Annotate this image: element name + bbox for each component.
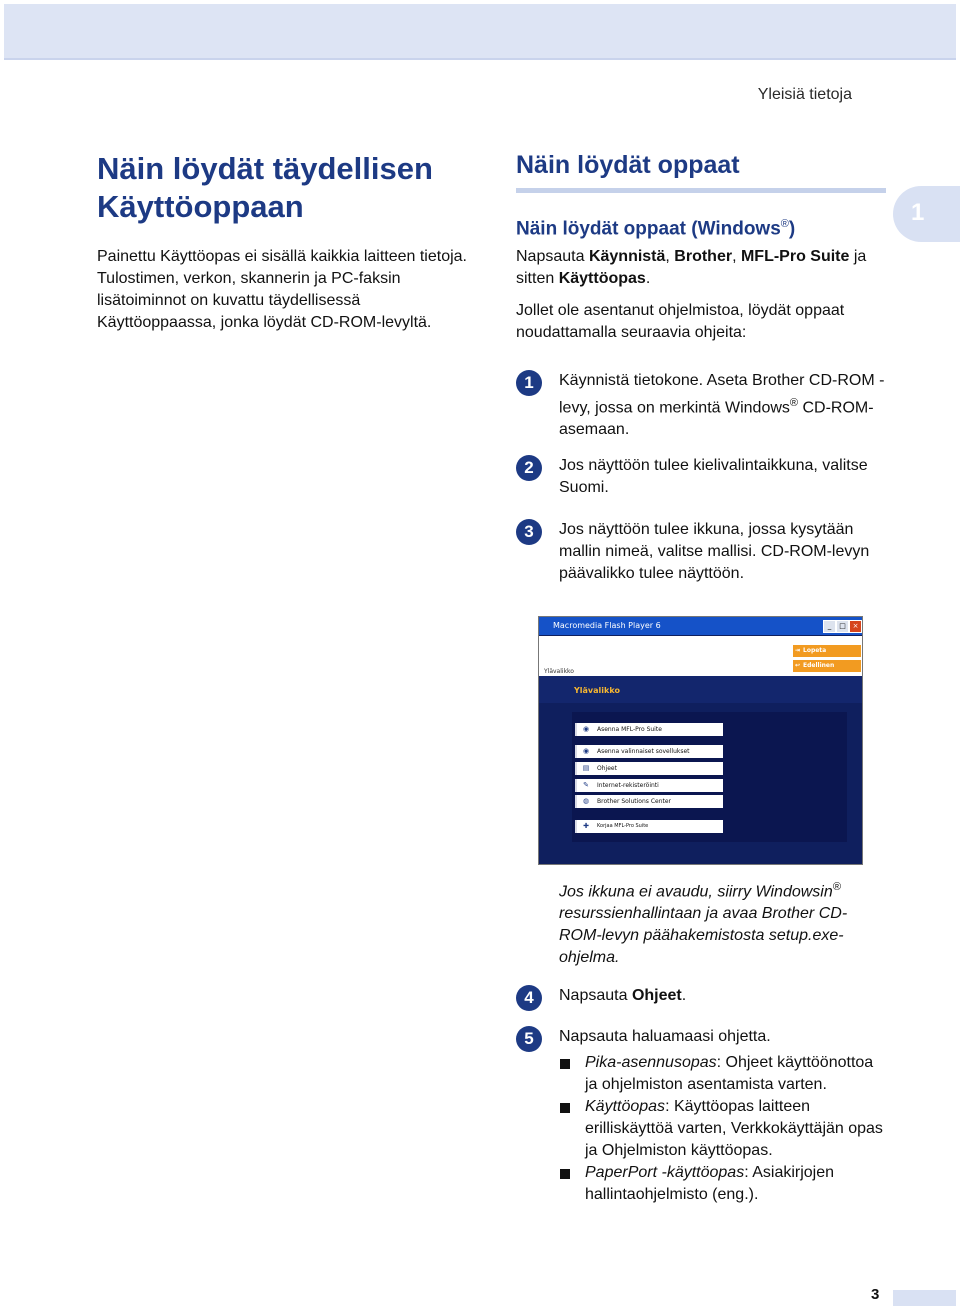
chapter-number: 1 <box>911 199 925 226</box>
menu-item: ✎ Internet-rekisteröinti <box>575 779 723 792</box>
pen-icon: ✎ <box>583 781 589 789</box>
step-number: 1 <box>516 370 542 396</box>
list-item: Käyttöopas: Käyttöopas laitteen erilliskäyttöä varten, Verkkokäyttäjän opas ja Ohjelmiston käyttöopas. <box>559 1096 886 1162</box>
header-band <box>4 4 956 60</box>
step-number: 3 <box>516 519 542 545</box>
subsection-title: Näin löydät oppaat (Windows®) <box>516 218 796 240</box>
window-title: Macromedia Flash Player 6 <box>553 621 661 630</box>
step-3: 3 Jos näyttöön tulee ikkuna, jossa kysytään mallin nimeä, valitse mallisi. CD-ROM-levyn päävalikko tulee näyttöön. <box>516 519 886 585</box>
step-4: 4 Napsauta Ohjeet. <box>516 985 886 1007</box>
disc-icon: ◉ <box>582 747 590 755</box>
menu-item: ▤ Ohjeet <box>575 762 723 775</box>
cd-menu-screenshot <box>538 616 863 865</box>
menu-item: ✚ Korjaa MFL-Pro Suite <box>575 820 723 833</box>
manual-list <box>559 1052 886 1206</box>
page-number: 3 <box>871 1286 880 1303</box>
back-button: ↩ Edellinen <box>793 660 861 672</box>
screenshot-breadcrumb: Ylävalikko <box>544 668 574 675</box>
maximize-icon: □ <box>836 620 849 633</box>
instruction-paragraph: Napsauta Käynnistä, Brother, MFL-Pro Suite ja sitten Käyttöopas. <box>516 248 867 288</box>
right-section <box>516 148 886 354</box>
chapter-tab <box>893 186 960 242</box>
step-2: 2 Jos näyttöön tulee kielivalintaikkuna, valitse Suomi. <box>516 455 886 499</box>
menu-item: ◍ Brother Solutions Center <box>575 795 723 808</box>
close-icon: × <box>849 620 862 633</box>
repair-icon: ✚ <box>583 822 589 830</box>
fallback-paragraph: Jollet ole asentanut ohjelmistoa, löydät oppaat noudattamalla seuraavia ohjeita: <box>516 302 845 342</box>
window-titlebar <box>539 617 862 635</box>
left-paragraph: Painettu Käyttöopas ei sisällä kaikkia laitteen tietoja. Tulostimen, verkon, skannerin ja PC-faksin lisätoiminnot on kuvattu täydellisessä Käyttöoppaassa, jonka löydät CD-ROM-levyltä. <box>97 248 467 331</box>
left-title: Näin löydät täydellisen Käyttöoppaan <box>97 151 433 224</box>
running-head: Yleisiä tietoja <box>757 86 852 103</box>
list-item: PaperPort -käyttöopas: Asiakirjojen hallintaohjelmisto (eng.). <box>559 1162 886 1206</box>
section-title: Näin löydät oppaat <box>516 148 886 193</box>
step-5: 5 Napsauta haluamaasi ohjetta. Pika-asennusopas: Ohjeet käyttöönottoa ja ohjelmiston asentamista varten. Käyttöopas: Käyttöopas laitteen erilliskäyttöä varten, Verkkokäyttäjän opas ja Ohjelmiston käyttöopas. PaperPort -käyttöopas: Asiakirjojen hallintaohjelmisto (eng.). <box>516 1026 886 1206</box>
globe-icon: ◍ <box>582 797 590 805</box>
back-icon: ↩ <box>795 662 801 669</box>
minimize-icon: _ <box>823 620 836 633</box>
list-item: Pika-asennusopas: Ohjeet käyttöönottoa ja ohjelmiston asentamista varten. <box>559 1052 886 1096</box>
step-number: 2 <box>516 455 542 481</box>
exit-icon: ⇥ <box>795 647 801 654</box>
document-icon: ▤ <box>582 764 590 772</box>
disc-icon: ◉ <box>582 725 590 733</box>
screenshot-heading: Ylävalikko <box>574 686 620 695</box>
menu-item: ◉ Asenna MFL-Pro Suite <box>575 723 723 736</box>
step-number: 4 <box>516 985 542 1011</box>
page-number-bar <box>893 1290 956 1306</box>
menu-item: ◉ Asenna valinnaiset sovellukset <box>575 745 723 758</box>
note-paragraph: Jos ikkuna ei avaudu, siirry Windowsin® resurssienhallintaan ja avaa Brother CD-ROM-levyn päähakemistosta setup.exe-ohjelma. <box>559 881 848 967</box>
step-1: 1 Käynnistä tietokone. Aseta Brother CD-ROM -levy, jossa on merkintä Windows® CD-ROM-asemaan. <box>516 370 886 441</box>
exit-button: ⇥ Lopeta <box>793 645 861 657</box>
step-number: 5 <box>516 1026 542 1052</box>
